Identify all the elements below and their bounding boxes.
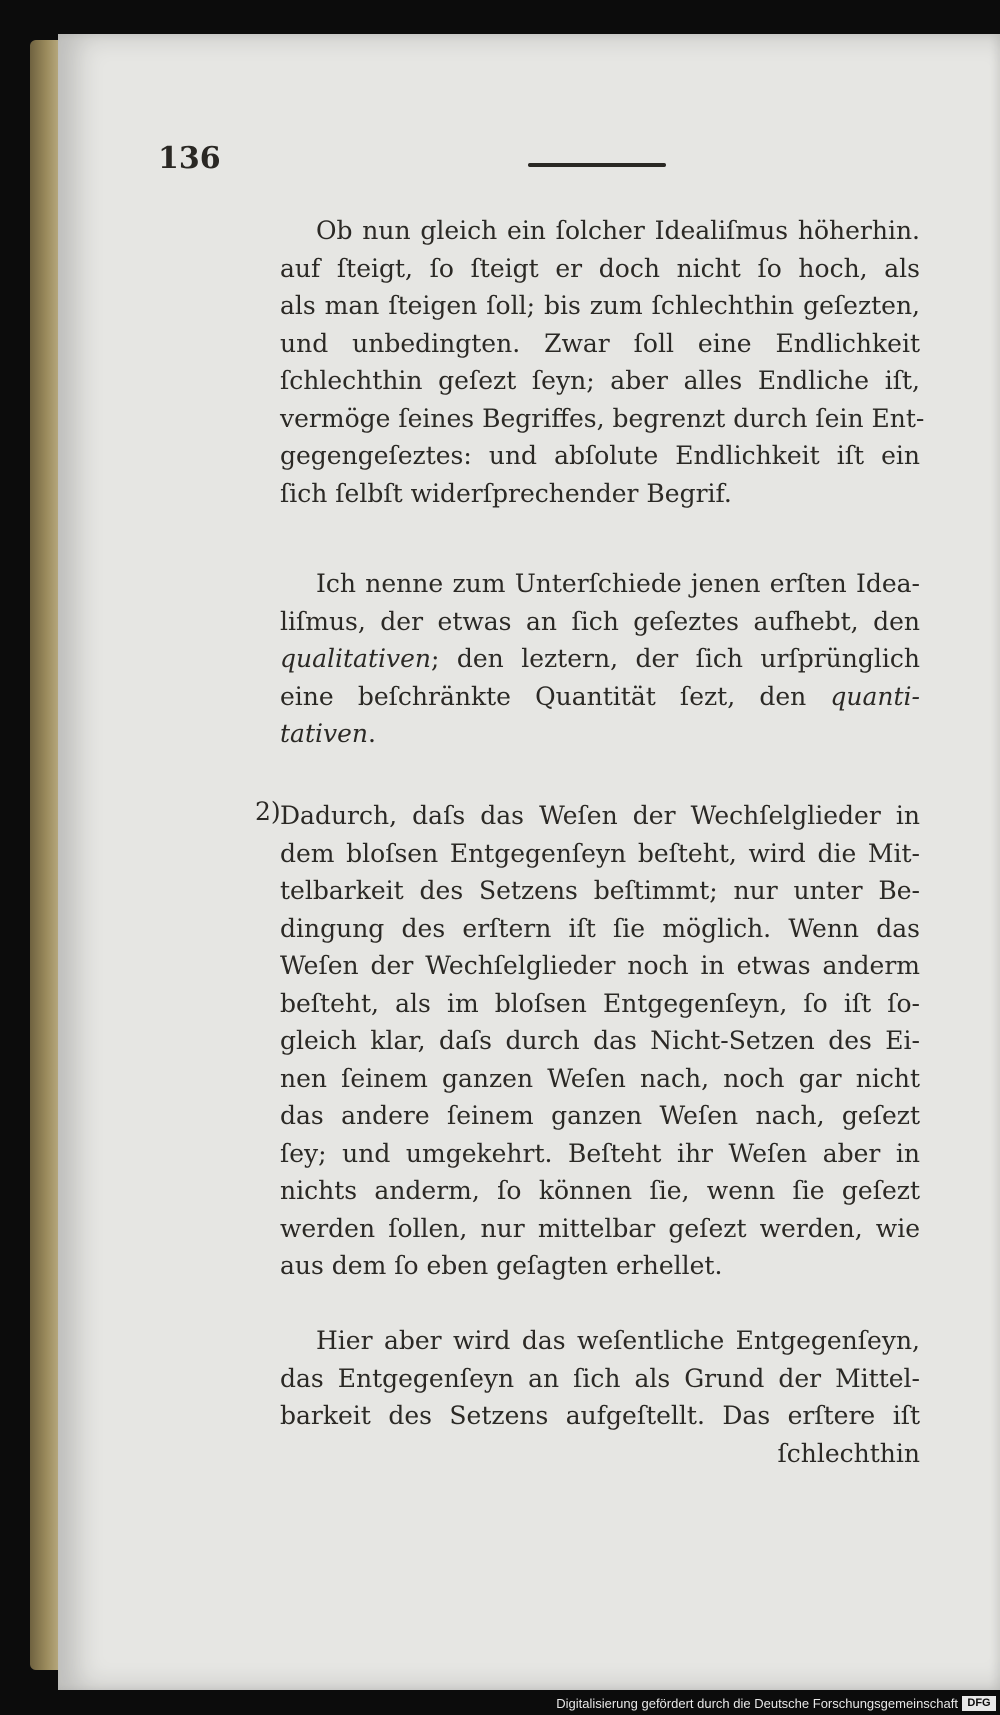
catchword: ſchlechthin [777,1439,920,1468]
header-rule [528,163,666,167]
text-line: dem bloſsen Entgegenſeyn beſteht, wird die Mit- [280,838,920,868]
text-line: Hier aber wird das weſentliche Entgegenſeyn, [316,1326,920,1355]
text-line: auf ſteigt, ſo ſteigt er doch nicht ſo hoch, als [280,253,920,283]
text-line: Weſen der Wechſelglieder noch in etwas anderm [280,951,920,980]
page-number: 136 [158,141,221,176]
text-line: ſchlechthin geſezt ſeyn; aber alles Endliche iſt, [280,366,920,395]
text-line: beſteht, als im bloſsen Entgegenſeyn, ſo iſt ſo- [280,988,920,1018]
text-line: gleich klar, daſs durch das Nicht-Setzen des Ei- [280,1026,920,1055]
text-line: ſey; und umgekehrt. Beſteht ihr Weſen aber in [280,1138,920,1168]
paragraph-3 [280,797,920,1285]
dfg-logo-icon: DFG [962,1696,996,1711]
text-line: gegengeſeztes: und abſolute Endlichkeit iſt ein [280,441,920,470]
text-line: und unbedingten. Zwar ſoll eine Endlichkeit [280,328,920,358]
text-line: liſmus, der etwas an ſich geſeztes aufhebt, den [280,606,920,636]
text-line: nen ſeinem ganzen Weſen nach, noch gar nicht [280,1063,920,1093]
text-line: Dadurch, daſs das Weſen der Wechſelglieder in [280,801,920,830]
paragraph-marker: 2) [255,797,281,826]
text-line: vermöge ſeines Begriffes, begrenzt durch ſein Ent- [280,403,925,433]
footer-bar [0,1691,1000,1715]
text-line: barkeit des Setzens aufgeſtellt. Das erſtere iſt [280,1401,920,1430]
text-line: das andere ſeinem ganzen Weſen nach, geſezt [280,1101,920,1130]
text-line: telbarkeit des Setzens beſtimmt; nur unter Be- [280,876,920,905]
text-line: qualitativen; den leztern, der ſich urſprünglich [280,644,920,673]
text-line: Ich nenne zum Unterſchiede jenen erſten Idea- [316,569,920,598]
paragraph-4 [280,1322,920,1435]
paragraph-2 [280,565,920,753]
text-line: Ob nun gleich ein ſolcher Idealiſmus höherhin. [316,216,920,245]
catchword-block [280,1435,920,1473]
text-line: nichts anderm, ſo können ſie, wenn ſie geſezt [280,1176,920,1205]
text-line: das Entgegenſeyn an ſich als Grund der Mittel- [280,1363,920,1393]
text-line: ſich ſelbſt widerſprechender Begrif. [280,478,732,508]
text-line: als man ſteigen ſoll; bis zum ſchlechthin geſezten, [280,291,920,320]
text-line: eine beſchränkte Quantität ſezt, den quanti- [280,681,920,711]
text-line: werden ſollen, nur mittelbar geſezt werden, wie [280,1213,920,1243]
paragraph-1 [280,212,925,512]
footer-credit: Digitalisierung gefördert durch die Deutsche Forschungsgemeinschaft [556,1696,958,1711]
text-line: dingung des erſtern iſt ſie möglich. Wenn das [280,913,920,943]
text-line: aus dem ſo eben geſagten erhellet. [280,1251,723,1280]
text-line: tativen. [280,719,376,748]
